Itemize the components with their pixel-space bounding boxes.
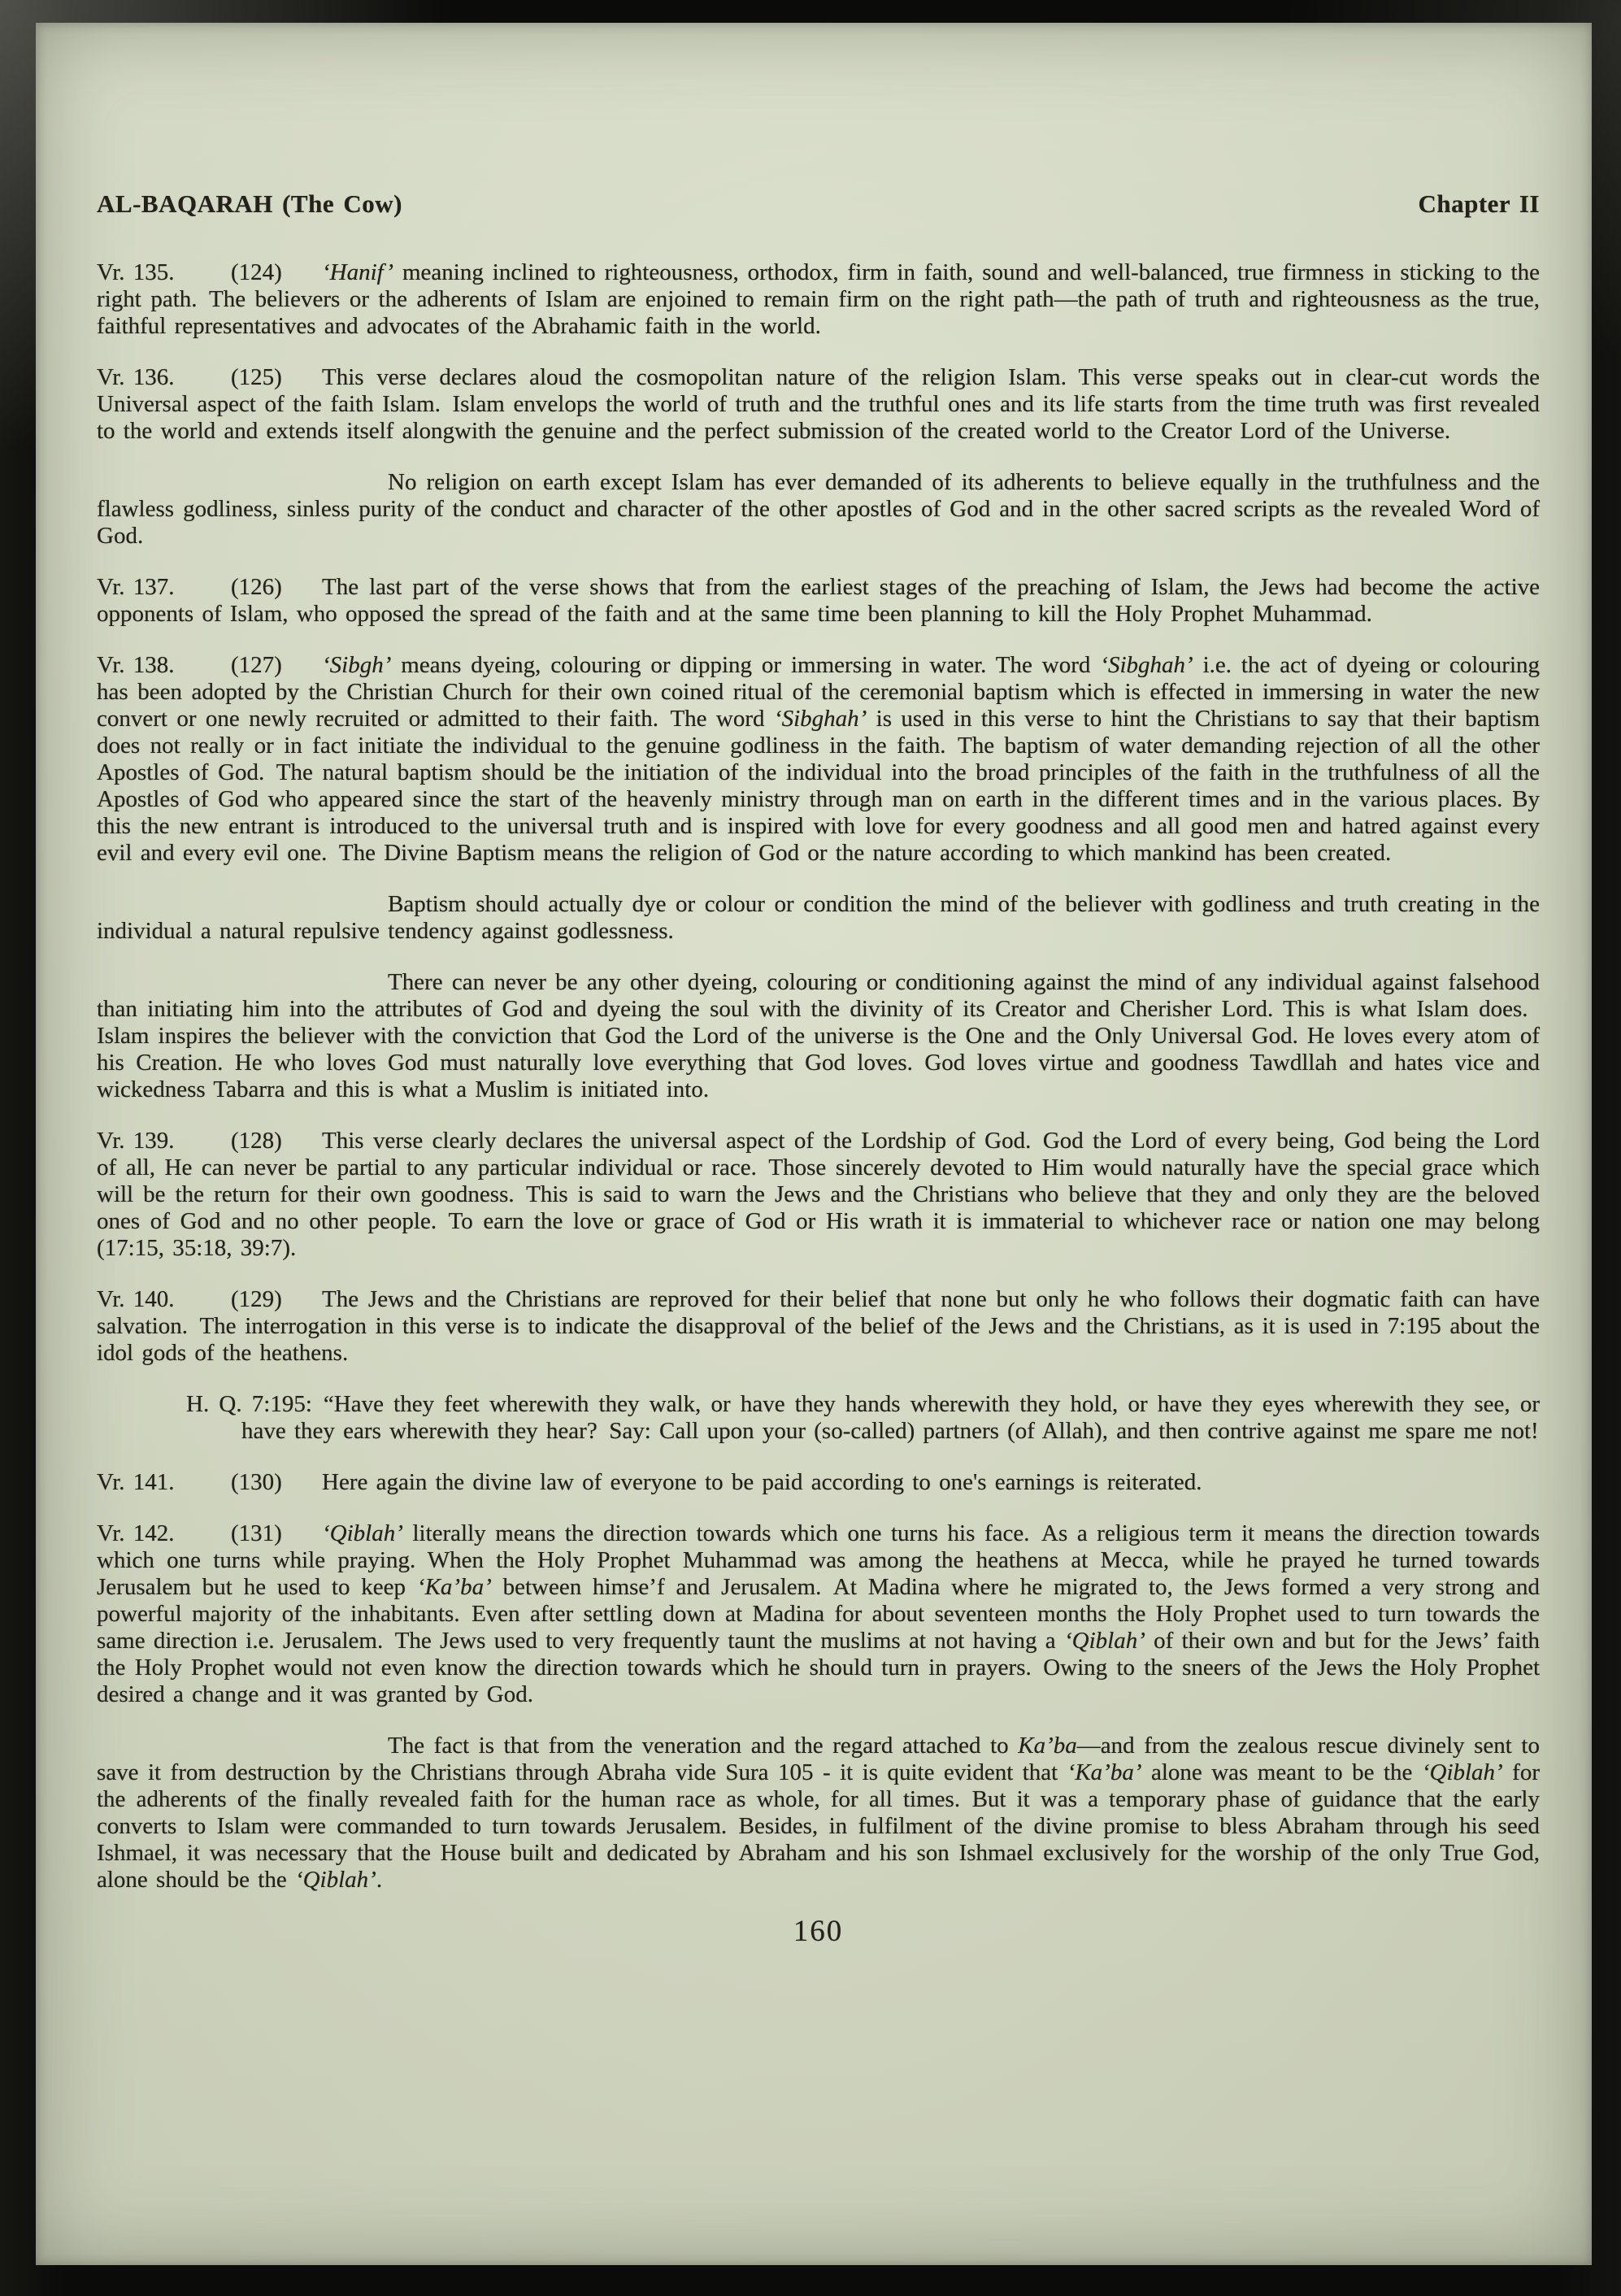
paragraph-vr-141 — [97, 1469, 1540, 1496]
paragraph-baptism — [97, 891, 1540, 945]
italic-term: ‘Qiblah’ — [294, 1867, 376, 1893]
paragraph-the-fact — [97, 1733, 1540, 1894]
commentary-number: (128) — [231, 1128, 282, 1154]
body-text: between himse’f and Jerusalem. At Madina where he migrated to, the Jews formed a very strong and powerful majority of the inhabitants. Even after settling down at Madina for about seventeen months the Holy Prophet used to turn towards the same direction i.e. Jerusalem. The Jews used to very frequently taunt the muslims at not having a — [97, 1574, 1541, 1654]
paragraph-vr-136 — [97, 364, 1540, 445]
italic-term: ‘Hanif’ — [322, 259, 394, 285]
chapter-label: Chapter II — [1418, 189, 1540, 218]
verse-number-label: Vr. 136. — [97, 364, 175, 390]
body-text: . — [376, 1867, 383, 1893]
page-header — [97, 190, 1540, 217]
verse-number-label: Vr. 140. — [97, 1286, 175, 1312]
commentary-number: (125) — [231, 364, 282, 390]
verse-number-label: Vr. 141. — [97, 1469, 175, 1495]
commentary-number: (129) — [231, 1286, 282, 1312]
paragraph-vr-138 — [97, 652, 1540, 867]
body-text: is used in this verse to hint the Christians to say that their baptism does not really or in fact initiate the individual to the genuine godliness in the faith. The baptism of water demanding rejection of all the other Apostles of God. The natural baptism should be the initiation of the individual into the broad principles of the faith in the truthfulness of all the Apostles of God who appeared since the start of the heavenly ministry through man on earth in the different times and in the various places. By this the new entrant is introduced to the universal truth and is inspired with love for every goodness and all good men and hatred against every evil and every evil one. The Divine Baptism means the religion of God or the nature according to which mankind has been created. — [97, 706, 1541, 866]
italic-term: ‘Ka’ba’ — [1067, 1759, 1142, 1785]
verse-number-label: Vr. 138. — [97, 652, 175, 678]
verse-number-label: Vr. 135. — [97, 259, 175, 285]
quote-reference-label: H. Q. 7:195: — [186, 1391, 312, 1417]
body-text: There can never be any other dyeing, colouring or conditioning against the mind of any individual against falsehood than initiating him into the attributes of God and dyeing the soul with the divinity of its Creator and Cherisher Lord. This is what Islam does. Islam inspires the believer with the conviction that God the Lord of the universe is the One and the Only Universal God. He loves every atom of his Creation. He who loves God must naturally love everything that God loves. God loves virtue and goodness Tawdllah and hates vice and wickedness Tabarra and this is what a Muslim is initiated into. — [97, 969, 1540, 1102]
paragraph-vr-135 — [97, 259, 1540, 340]
page-content — [97, 23, 1541, 1948]
italic-term: ‘Sibgh’ — [322, 652, 392, 678]
commentary-number: (127) — [231, 652, 282, 678]
paragraph-vr-140 — [97, 1286, 1540, 1367]
italic-term: ‘Sibghah’ — [1100, 652, 1193, 678]
body-text: —and from the zealous rescue divinely sent to save it from destruction by the Christians through Abraha vide Sura 105 - it is quite evident that — [97, 1733, 1540, 1785]
paragraph-vr-137 — [97, 574, 1540, 628]
body-text: The Jews and the Christians are reproved for their belief that none but only he who follows their dogmatic faith can have salvation. The interrogation in this verse is to indicate the disapproval of the belief of the Jews and the Christians, as it is used in 7:195 about the idol gods of the heathens. — [97, 1286, 1540, 1366]
body-text: means dyeing, colouring or dipping or immersing in water. The word — [391, 652, 1101, 678]
italic-term: ‘Qiblah’ — [1421, 1759, 1503, 1785]
surah-title: AL-BAQARAH (The Cow) — [97, 189, 402, 218]
page-paper — [36, 23, 1592, 2265]
body-text: alone was meant to be the — [1141, 1759, 1422, 1785]
paragraph-no-religion — [97, 469, 1540, 550]
body-text: of their own and but for the Jews’ faith the Holy Prophet would not even know the direction towards which he should turn in prayers. Owing to the sneers of the Jews the Holy Prophet desired a change and it was granted by God. — [97, 1628, 1541, 1707]
italic-term: ‘Ka’ba’ — [416, 1574, 492, 1600]
body-text: Here again the divine law of everyone to be paid according to one's earnings is reiterated. — [322, 1469, 1202, 1495]
paragraph-hq-quote — [186, 1391, 1540, 1445]
body-text: meaning inclined to righteousness, orthodox, firm in faith, sound and well-balanced, true firmness in sticking to the right path. The believers or the adherents of Islam are enjoined to remain firm on the right path—the path of truth and righteousness as the true, faithful representatives and advocates of the Abrahamic faith in the world. — [97, 259, 1540, 339]
body-text: Baptism should actually dye or colour or condition the mind of the believer with godliness and truth creating in the individual a natural repulsive tendency against godlessness. — [97, 891, 1540, 944]
commentary-number: (124) — [231, 259, 282, 285]
body-text: for the adherents of the finally revealed faith for the human race as whole, for all times. But it was a temporary phase of guidance that the early converts to Islam were commanded to turn towards Jerusalem. Besides, in fulfilment of the divine promise to bless Abraham through his seed Ishmael, it was necessary that the House built and dedicated by Abraham and his son Ishmael exclusively for the worship of the only True God, alone should be the — [97, 1759, 1540, 1893]
body-text: The fact is that from the veneration and the regard attached to — [388, 1733, 1019, 1759]
page-number: 160 — [793, 1915, 844, 1948]
italic-term: Ka’ba — [1018, 1733, 1077, 1759]
paragraph-vr-139 — [97, 1128, 1540, 1262]
verse-number-label: Vr. 139. — [97, 1128, 175, 1154]
commentary-number: (131) — [231, 1520, 282, 1546]
body-text: i.e. the act of dyeing or colouring has been adopted by the Christian Church for their own coined ritual of the ceremonial baptism which is effected in immersing in water the new convert or one newly recruited or admitted to their faith. The word — [97, 652, 1540, 732]
body-text: “Have they feet wherewith they walk, or have they hands wherewith they hold, or have they eyes wherewith they see, or have they ears wherewith they hear? Say: Call upon your (so-called) partners (of Allah), and then contrive against me spare me not! — [241, 1391, 1541, 1444]
italic-term: ‘Sibghah’ — [773, 706, 867, 732]
verse-number-label: Vr. 137. — [97, 574, 175, 600]
italic-term: ‘Qiblah’ — [1063, 1628, 1145, 1654]
commentary-number: (126) — [231, 574, 282, 600]
italic-term: ‘Qiblah’ — [322, 1520, 403, 1546]
verse-number-label: Vr. 142. — [97, 1520, 175, 1546]
body-text: No religion on earth except Islam has ever demanded of its adherents to believe equally in the truthfulness and the flawless godliness, sinless purity of the conduct and character of the other apostles of God and in the other sacred scripts as the revealed Word of God. — [97, 469, 1540, 549]
document-body — [97, 259, 1540, 1894]
body-text: This verse declares aloud the cosmopolitan nature of the religion Islam. This verse speaks out in clear-cut words the Universal aspect of the faith Islam. Islam envelops the world of truth and the truthful ones and its life starts from the time truth was first revealed to the world and extends itself alongwith the genuine and the perfect submission of the created world to the Creator Lord of the Universe. — [97, 364, 1540, 444]
paragraph-vr-142 — [97, 1520, 1540, 1708]
paragraph-there-can-never — [97, 969, 1540, 1103]
body-text: This verse clearly declares the universal aspect of the Lordship of God. God the Lord of every being, God being the Lord of all, He can never be partial to any particular individual or race. Those sincerely devoted to Him would naturally have the special grace which will be the return for their own goodness. This is said to warn the Jews and the Christians who believe that they and only they are the beloved ones of God and no other people. To earn the love or grace of God or His wrath it is immaterial to whichever race or nation one may belong (17:15, 35:18, 39:7). — [97, 1128, 1540, 1261]
body-text: The last part of the verse shows that from the earliest stages of the preaching of Islam, the Jews had become the active opponents of Islam, who opposed the spread of the faith and at the same time been planning to kill the Holy Prophet Muhammad. — [97, 574, 1540, 627]
commentary-number: (130) — [231, 1469, 282, 1495]
body-text: literally means the direction towards which one turns his face. As a religious term it means the direction towards which one turns while praying. When the Holy Prophet Muhammad was among the heathens at Mecca, while he prayed he turned towards Jerusalem but he used to keep — [97, 1520, 1540, 1600]
